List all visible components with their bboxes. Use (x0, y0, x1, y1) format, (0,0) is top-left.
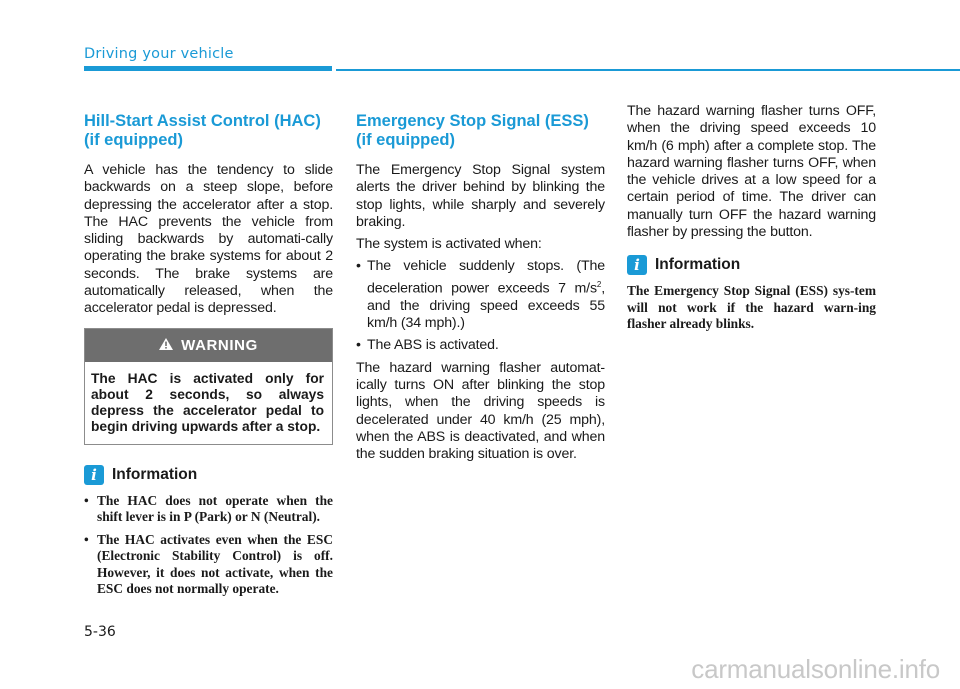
header-rule-thick (84, 66, 332, 71)
hac-info-header (84, 465, 333, 485)
info-title: Information (655, 256, 741, 274)
hac-warning-box (84, 328, 333, 445)
hac-body: A vehicle has the tendency to slide backwards on a steep slope, before depressing the accelerator after a stop. The HAC prevents the vehicle from sliding backwards by automati-cally operating the brake systems for about 2 seconds. The brake systems are automatically released, when the accelerator pedal is depressed. (84, 162, 333, 317)
info-icon: i (627, 255, 647, 275)
ess-bullet-1-sup: 2 (596, 279, 602, 289)
ess-bullet-1 (356, 258, 605, 332)
ess-activated-when: The system is activated when: (356, 236, 542, 253)
ess-flasher-off: The hazard warning flasher turns OFF, when the driving speed exceeds 10 km/h (6 mph) after a complete stop. The hazard warning flasher turns OFF, when the vehicle drives at a low speed for a certain period of time. The driver can manually turn OFF the hazard warning flasher by pressing the button. (627, 103, 876, 241)
warning-label: WARNING (181, 336, 258, 354)
ess-info-header (627, 255, 876, 275)
hac-column (84, 112, 333, 604)
info-title: Information (112, 465, 198, 483)
ess-bullet-2: • The ABS is activated. (356, 337, 605, 354)
ess-intro: The Emergency Stop Signal system alerts the driver behind by blinking the stop lights, while sharply and severely braking. (356, 162, 605, 230)
ess-column-continued (627, 103, 876, 333)
ess-info-text: The Emergency Stop Signal (ESS) sys-tem will not work if the hazard warn-ing flasher already blinks. (627, 283, 876, 332)
watermark: carmanualsonline.info (691, 654, 940, 684)
ess-column (356, 112, 605, 468)
hac-heading-line2: (if equipped) (84, 131, 183, 149)
ess-bullet-1-post: , and the driving speed exceeds 55 km/h (34 mph).) (367, 280, 605, 332)
hac-info-bullet: • The HAC does not operate when the shift lever is in P (Park) or N (Neutral). (84, 493, 333, 526)
header-rule-thin (336, 69, 960, 71)
hac-heading (84, 112, 333, 150)
ess-heading-line2: (if equipped) (356, 131, 455, 149)
warning-text: The HAC is activated only for about 2 seconds, so always depress the accelerator pedal to begin driving upwards after a stop. (91, 370, 324, 434)
info-icon: i (84, 465, 104, 485)
warning-triangle-icon (159, 337, 173, 354)
page-number: 5-36 (84, 624, 116, 640)
ess-heading-line1: Emergency Stop Signal (ESS) (356, 112, 589, 130)
hac-info-bullet: • The HAC activates even when the ESC (Electronic Stability Control) is off. However, it does not activate, when the ESC does not normally operate. (84, 532, 333, 598)
section-title: Driving your vehicle (84, 46, 234, 62)
warning-header (85, 329, 332, 362)
ess-bullet-1-pre: The vehicle suddenly stops. (The deceleration power exceeds 7 m/s (367, 258, 605, 297)
hac-heading-line1: Hill-Start Assist Control (HAC) (84, 112, 321, 130)
ess-heading (356, 112, 605, 150)
ess-flasher-on: The hazard warning flasher automat-ically turns ON after blinking the stop lights, when the driving speeds is decelerated under 40 km/h (25 mph), when the ABS is deactivated, and when the sudden braking situation is over. (356, 359, 605, 463)
